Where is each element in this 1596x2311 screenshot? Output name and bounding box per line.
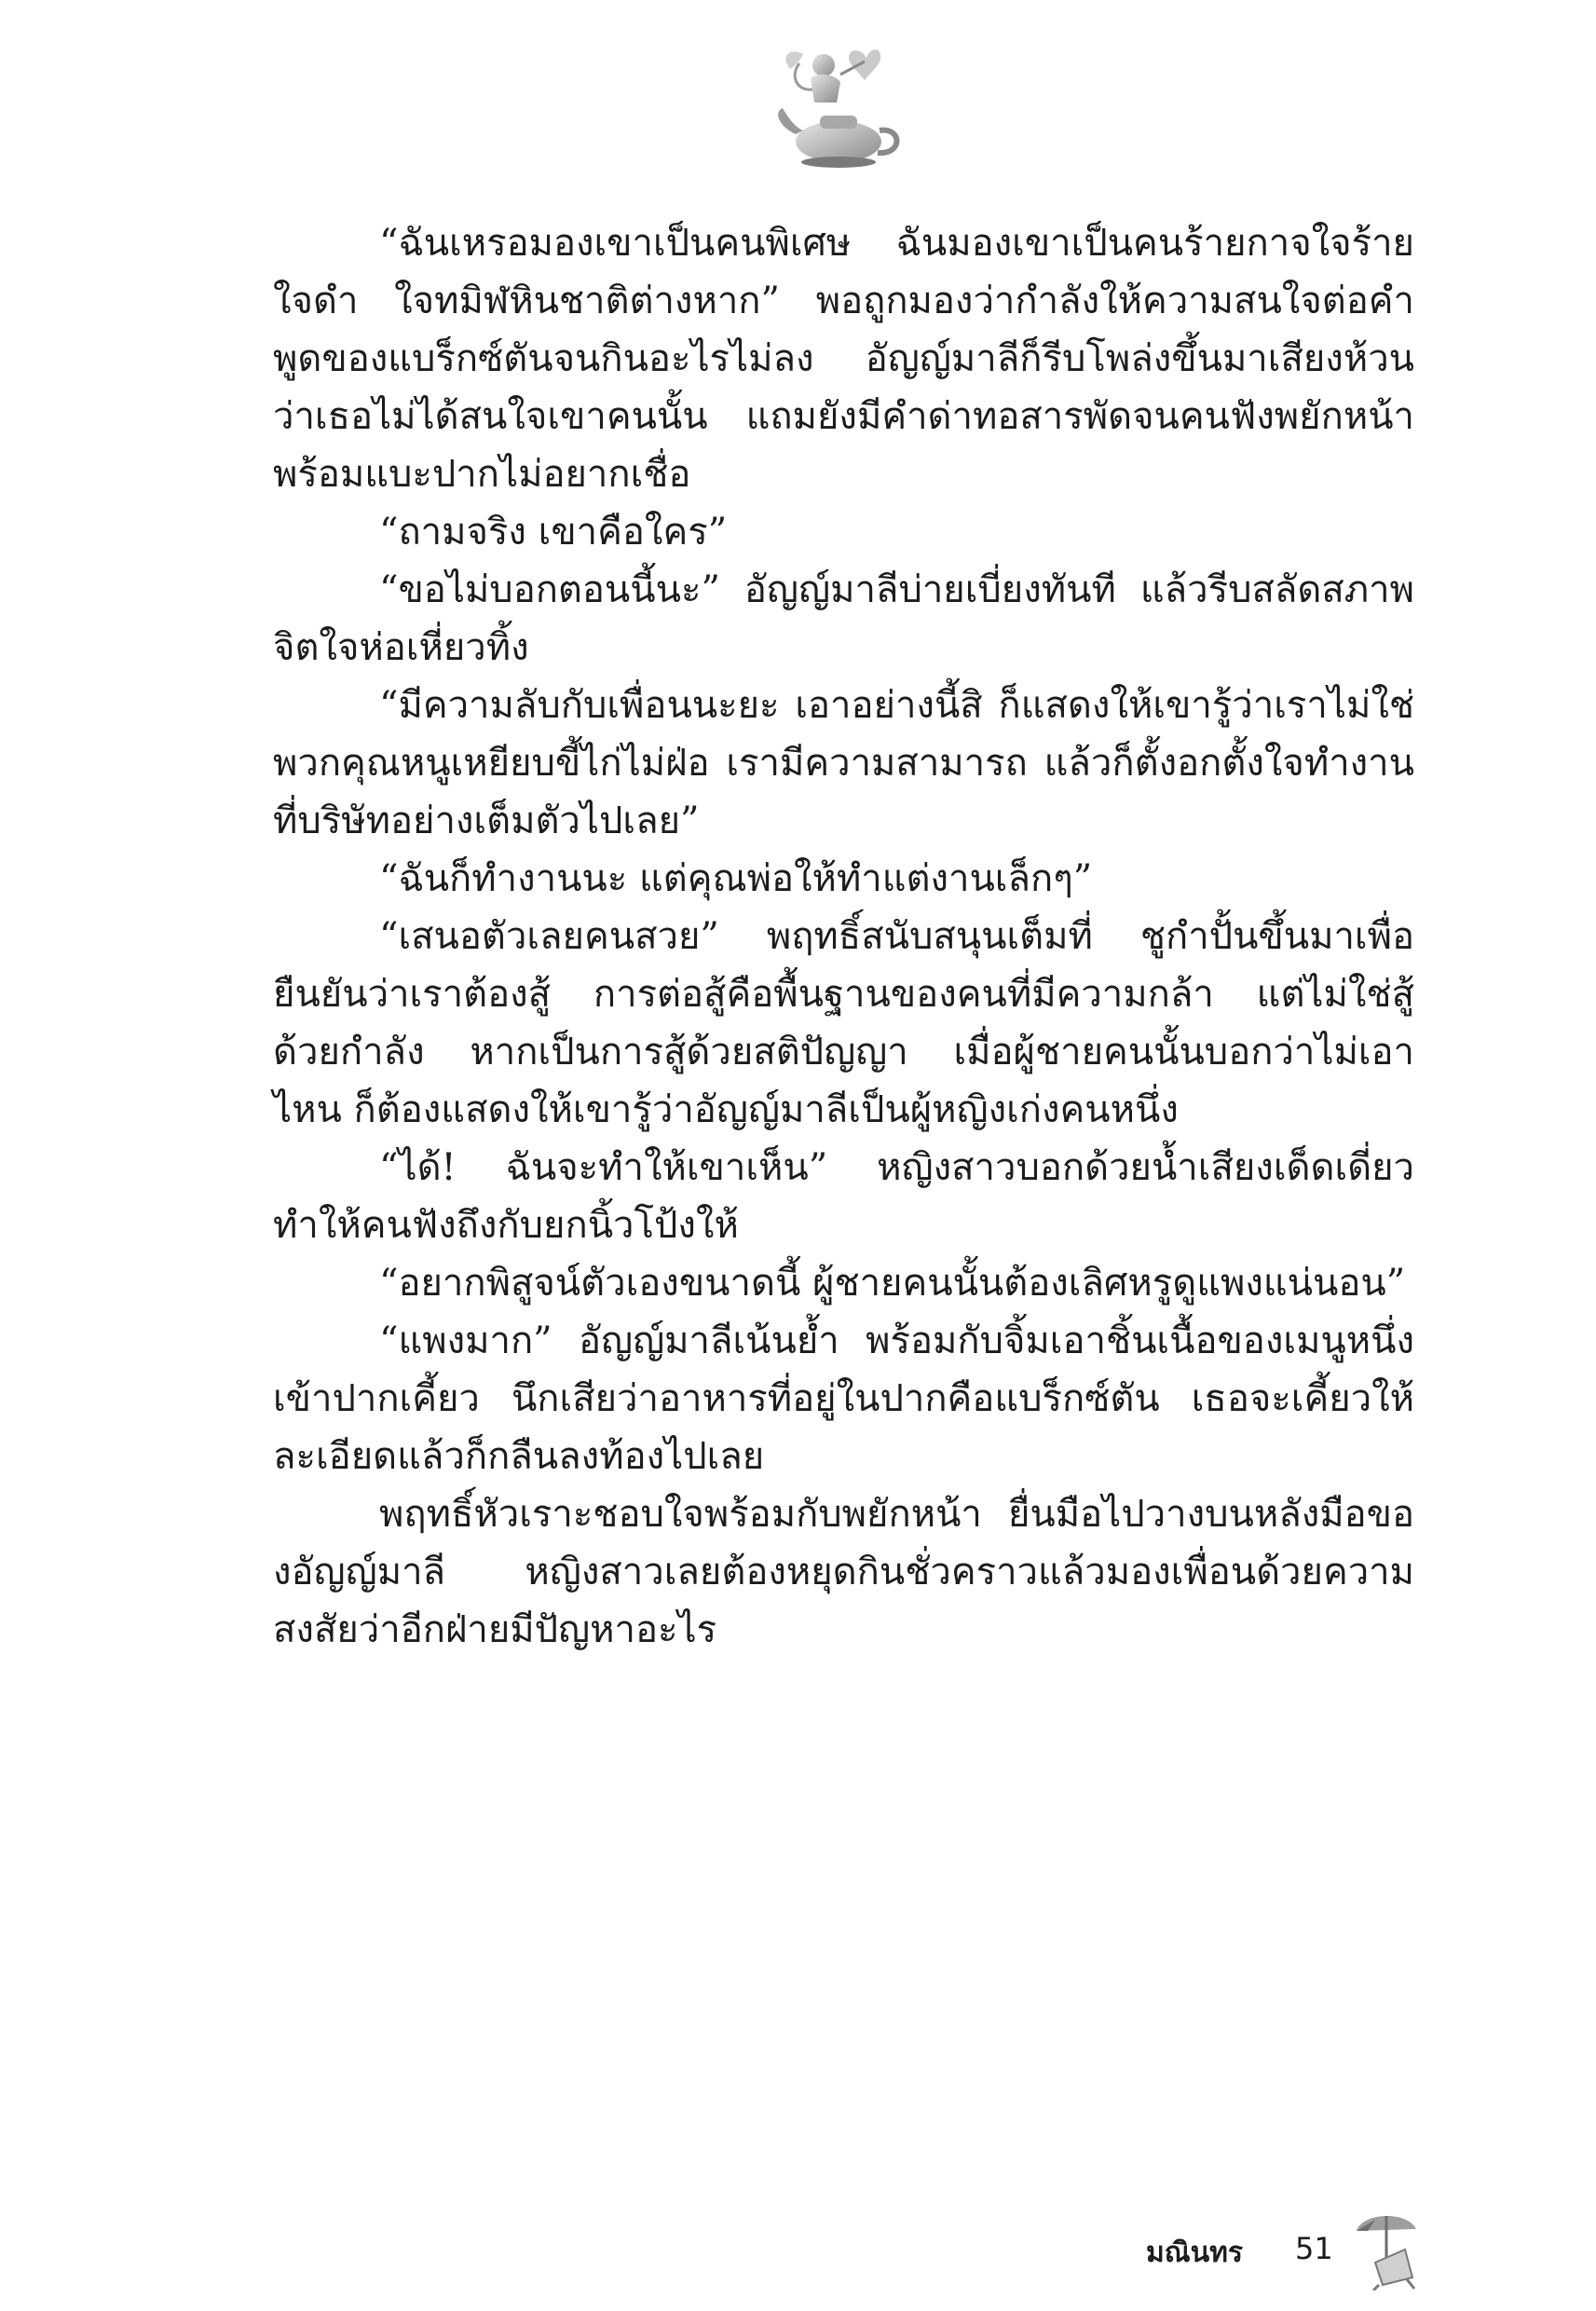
paragraph-5: “ฉันก็ทำงานนะ แต่คุณพ่อให้ทำแต่งานเล็กๆ” [379, 857, 1093, 900]
paragraph-9: “แพงมาก” อัญญ์มาลีเน้นย้ำ พร้อมกับจิ้มเอาชิ้นเนื้อของเมนูหนึ่งเข้าปากเคี้ยว นึกเสียว่าอาหารที่อยู่ในปากคือแบร็กซ์ตัน เธอจะเคี้ยวให้ละเอียดแล้วก็กลืนลงท้องไปเลย [273, 1320, 1414, 1478]
paragraph-4: “มีความลับกับเพื่อนนะยะ เอาอย่างนี้สิ ก็แสดงให้เขารู้ว่าเราไม่ใช่พวกคุณหนูเหยียบขี้ไก่ไม่ฝ่อ เรามีความสามารถ แล้วก็ตั้งอกตั้งใจทำงานที่บริษัทอย่างเต็มตัวไปเลย” [273, 684, 1414, 842]
paragraph-6: “เสนอตัวเลยคนสวย” พฤทธิ์สนับสนุนเต็มที่ ชูกำปั้นขึ้นมาเพื่อยืนยันว่าเราต้องสู้ การต่อสู้คือพื้นฐานของคนที่มีความกล้า แต่ไม่ใช่สู้ด้วยกำลัง หากเป็นการสู้ด้วยสติปัญญา เมื่อผู้ชายคนนั้นบอกว่าไม่เอาไหน ก็ต้องแสดงให้เขารู้ว่าอัญญ์มาลีเป็นผู้หญิงเก่งคนหนึ่ง [273, 915, 1414, 1131]
paragraph-2: “ถามจริง เขาคือใคร” [379, 511, 728, 554]
page-footer [1146, 2218, 1425, 2283]
page-number: 51 [1295, 2231, 1333, 2266]
body-text [273, 214, 1414, 1659]
beach-umbrella-chair-icon [1349, 2207, 1424, 2290]
paragraph-10: พฤทธิ์หัวเราะชอบใจพร้อมกับพยักหน้า ยื่นมือไปวางบนหลังมือของอัญญ์มาลี หญิงสาวเลยต้องหยุดกินชั่วคราวแล้วมองเพื่อนด้วยความสงสัยว่าอีกฝ่ายมีปัญหาอะไร [273, 1493, 1414, 1651]
paragraph-3: “ขอไม่บอกตอนนี้นะ” อัญญ์มาลีบ่ายเบี่ยงทันที แล้วรีบสลัดสภาพจิตใจห่อเหี่ยวทิ้ง [273, 568, 1414, 669]
paragraph-8: “อยากพิสูจน์ตัวเองขนาดนี้ ผู้ชายคนนั้นต้องเลิศหรูดูแพงแน่นอน” [379, 1262, 1406, 1305]
author-name: มณินทร [1146, 2236, 1244, 2269]
teapot-cupid-ornament-icon [762, 37, 911, 177]
paragraph-7: “ได้! ฉันจะทำให้เขาเห็น” หญิงสาวบอกด้วยน้ำเสียงเด็ดเดี่ยวทำให้คนฟังถึงกับยกนิ้วโป้งให้ [273, 1146, 1414, 1247]
paragraph-1: “ฉันเหรอมองเขาเป็นคนพิเศษ ฉันมองเขาเป็นคนร้ายกาจใจร้ายใจดำ ใจทมิฬหินชาติต่างหาก” พอถูกมองว่ากำลังให้ความสนใจต่อคำพูดของแบร็กซ์ตันจนกินอะไรไม่ลง อัญญ์มาลีก็รีบโพล่งขึ้นมาเสียงห้วนว่าเธอไม่ได้สนใจเขาคนนั้น แถมยังมีคำด่าทอสารพัดจนคนฟังพยักหน้าพร้อมแบะปากไม่อยากเชื่อ [273, 222, 1414, 496]
